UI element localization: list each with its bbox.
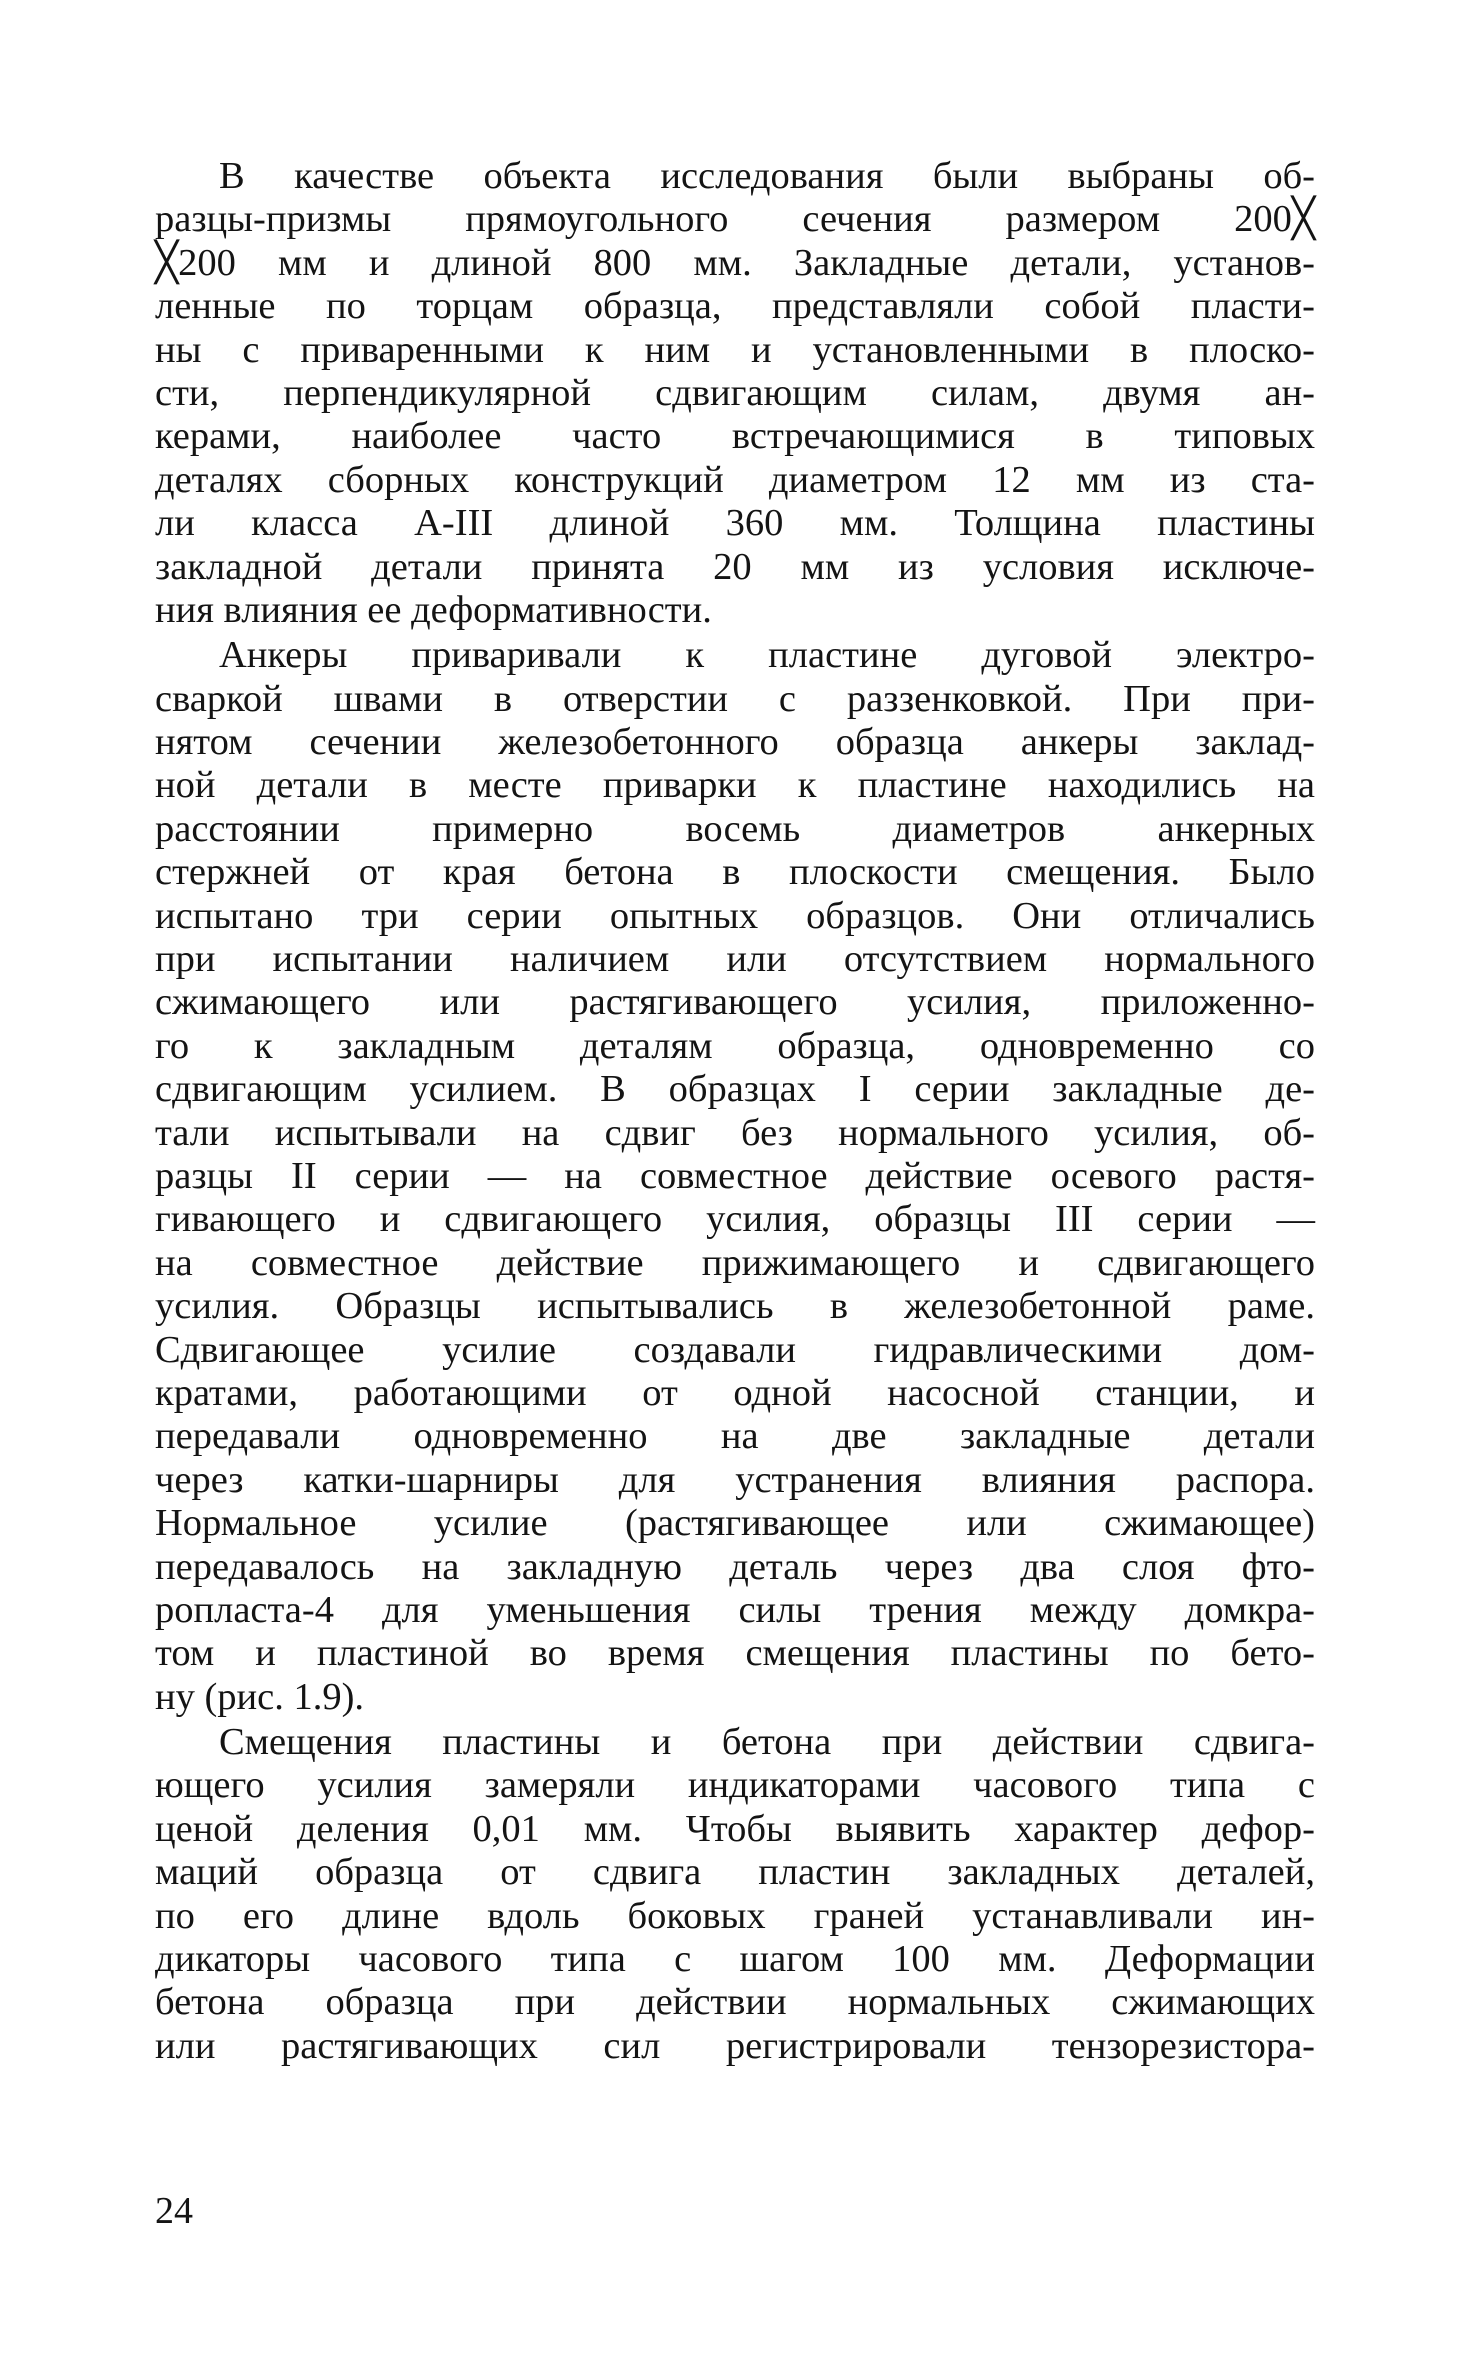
text-line: ну (рис. 1.9). <box>155 1675 365 1718</box>
text-line: через катки-шарниры для устранения влияния распора. <box>155 1458 1315 1501</box>
text-line: по его длине вдоль боковых граней устанавливали ин- <box>155 1894 1315 1937</box>
text-line: ли класса А-III длиной 360 мм. Толщина пластины <box>155 502 1315 545</box>
text-line: гивающего и сдвигающего усилия, образцы III серии — <box>155 1198 1315 1241</box>
page-number: 24 <box>155 2190 193 2232</box>
text-line: стержней от края бетона в плоскости смещения. Было <box>155 851 1315 894</box>
text-line: ны с приваренными к ним и установленными в плоско- <box>155 328 1315 371</box>
text-line: ценой деления 0,01 мм. Чтобы выявить характер дефор- <box>155 1807 1315 1850</box>
text-line: ной детали в месте приварки к пластине находились на <box>155 764 1315 807</box>
text-line: тали испытывали на сдвиг без нормального усилия, об- <box>155 1111 1315 1154</box>
text-line: или растягивающих сил регистрировали тензорезистора- <box>155 2024 1315 2067</box>
text-line: закладной детали принята 20 мм из условия исключе- <box>155 545 1315 588</box>
text-line: Нормальное усилие (растягивающее или сжимающее) <box>155 1502 1315 1545</box>
text-line: деталях сборных конструкций диаметром 12 мм из ста- <box>155 458 1315 501</box>
text-line: маций образца от сдвига пластин закладных деталей, <box>155 1851 1315 1894</box>
text-line: передавалось на закладную деталь через два слоя фто- <box>155 1545 1315 1588</box>
text-line: на совместное действие прижимающего и сдвигающего <box>155 1241 1315 1284</box>
text-line: усилия. Образцы испытывались в железобетонной раме. <box>155 1285 1315 1328</box>
text-line: ния влияния ее деформативности. <box>155 588 712 631</box>
text-line: при испытании наличием или отсутствием нормального <box>155 938 1315 981</box>
text-line: Анкеры приваривали к пластине дуговой электро- <box>219 634 1315 677</box>
paragraph-3 <box>155 1721 1315 2068</box>
text-line: кратами, работающими от одной насосной станции, и <box>155 1371 1315 1414</box>
text-line: нятом сечении железобетонного образца анкеры заклад- <box>155 721 1315 764</box>
text-line: ропласта-4 для уменьшения силы трения между домкра- <box>155 1588 1315 1631</box>
text-line: сдвигающим усилием. В образцах I серии закладные де- <box>155 1068 1315 1111</box>
text-line: В качестве объекта исследования были выбраны об- <box>219 155 1315 197</box>
paragraph-2 <box>155 634 1315 1719</box>
text-line: бетона образца при действии нормальных сжимающих <box>155 1981 1315 2024</box>
text-line: ющего усилия замеряли индикаторами часового типа с <box>155 1764 1315 1807</box>
text-line: дикаторы часового типа с шагом 100 мм. Деформации <box>155 1938 1315 1981</box>
text-line: ╳200 мм и длиной 800 мм. Закладные детали, установ- <box>155 241 1315 284</box>
paragraph-1 <box>155 155 1315 632</box>
text-line: ленные по торцам образца, представляли собой пласти- <box>155 285 1315 328</box>
text-line: сжимающего или растягивающего усилия, приложенно- <box>155 981 1315 1024</box>
text-line: Сдвигающее усилие создавали гидравлическими дом- <box>155 1328 1315 1371</box>
text-line: сваркой швами в отверстии с раззенковкой. При при- <box>155 677 1315 720</box>
text-line: разцы II серии — на совместное действие осевого растя- <box>155 1154 1315 1197</box>
text-line: передавали одновременно на две закладные детали <box>155 1415 1315 1458</box>
body-text <box>155 155 1315 2068</box>
text-line: сти, перпендикулярной сдвигающим силам, двумя ан- <box>155 371 1315 414</box>
text-line: разцы-призмы прямоугольного сечения размером 200╳ <box>155 198 1315 241</box>
text-line: том и пластиной во время смещения пластины по бето- <box>155 1632 1315 1675</box>
text-line: испытано три серии опытных образцов. Они отличались <box>155 894 1315 937</box>
text-line: го к закладным деталям образца, одновременно со <box>155 1024 1315 1067</box>
text-line: керами, наиболее часто встречающимися в типовых <box>155 415 1315 458</box>
text-line: Смещения пластины и бетона при действии сдвига- <box>219 1721 1315 1764</box>
text-line: расстоянии примерно восемь диаметров анкерных <box>155 807 1315 850</box>
